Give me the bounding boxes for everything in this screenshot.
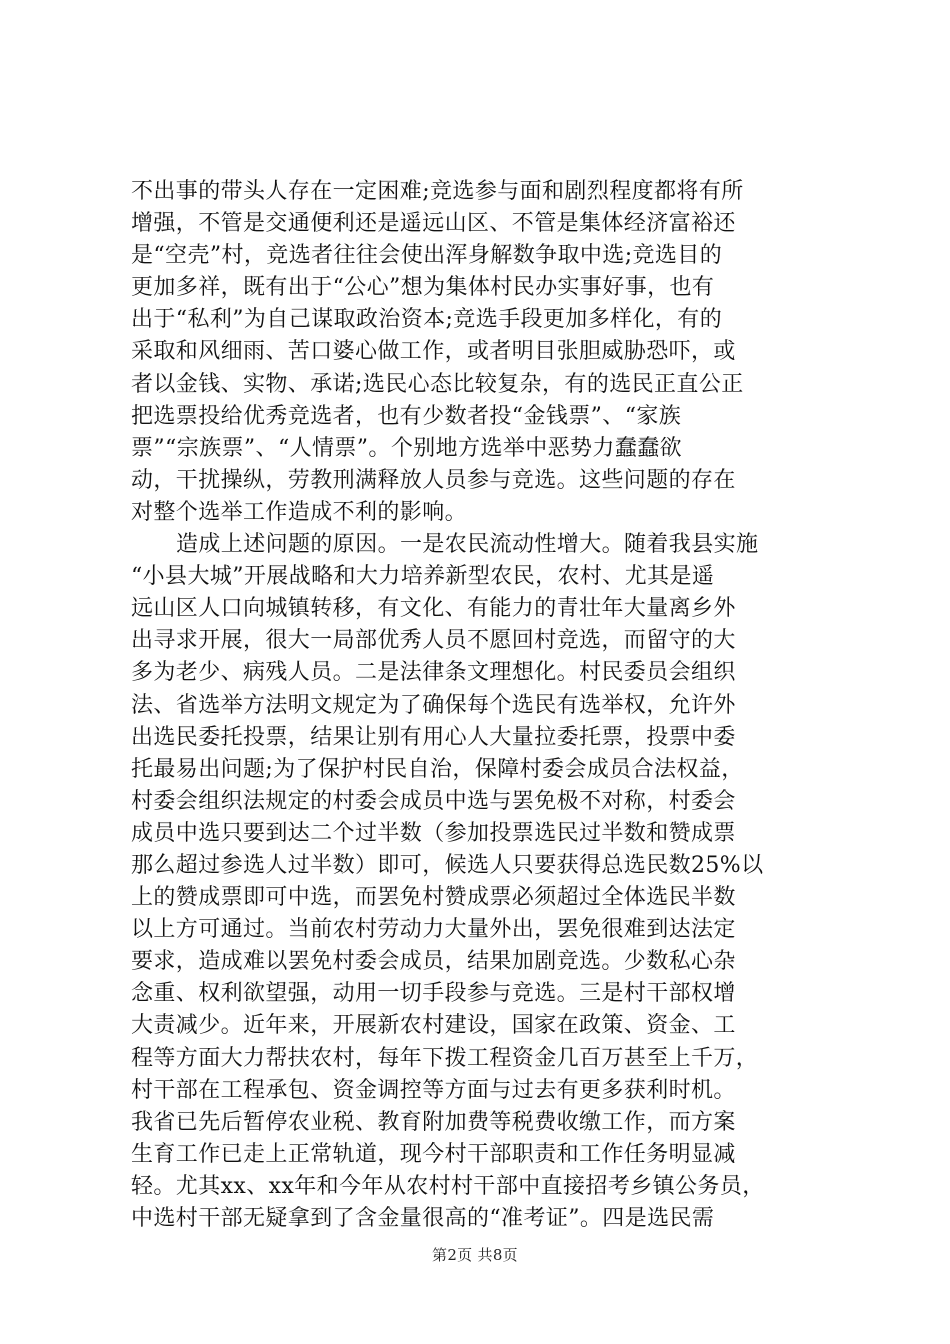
text-line: 程等方面大力帮扶农村，每年下拨工程资金几百万甚至上千万， — [131, 1045, 759, 1071]
text-line: 村干部在工程承包、资金调控等方面与过去有更多获利时机。 — [131, 1077, 736, 1103]
text-line: “小县大城”开展战略和大力培养新型农民，农村、尤其是遥 — [131, 564, 715, 590]
text-line: 是“空壳”村，竞选者往往会使出浑身解数争取中选;竞选目的 — [131, 243, 723, 269]
text-line: 不出事的带头人存在一定困难;竞选参与面和剧烈程度都将有所 — [131, 179, 744, 204]
text-line: 远山区人口向城镇转移，有文化、有能力的青壮年大量离乡外 — [131, 596, 736, 622]
text-line: 出于“私利”为自己谋取政治资本;竞选手段更加多样化，有的 — [131, 307, 723, 333]
text-line: 采取和风细雨、苦口婆心做工作，或者明目张胆威胁恐吓，或 — [131, 339, 736, 365]
text-line: 者以金钱、实物、承诺;选民心态比较复杂，有的选民正直公正 — [131, 371, 744, 397]
text-line: 出寻求开展，很大一局部优秀人员不愿回村竞选，而留守的大 — [131, 628, 736, 654]
text-line: 出选民委托投票，结果让别有用心人大量拉委托票，投票中委 — [131, 724, 736, 750]
paragraph-2 — [131, 529, 831, 1235]
page-number-footer: 第2页 共8页 — [432, 1246, 518, 1264]
text-line: 动，干扰操纵，劳教刑满释放人员参与竞选。这些问题的存在 — [131, 467, 736, 493]
text-line: 把选票投给优秀竞选者，也有少数者投“金钱票”、“家族 — [131, 403, 682, 429]
text-line: 那么超过参选人过半数）即可，候选人只要获得总选民数25%以 — [131, 852, 764, 878]
text-line: 增强，不管是交通便利还是遥远山区、不管是集体经济富裕还 — [131, 211, 736, 237]
text-line: 多为老少、病残人员。二是法律条文理想化。村民委员会组织 — [131, 660, 736, 686]
text-line: 要求，造成难以罢免村委会成员，结果加剧竞选。少数私心杂 — [131, 949, 736, 975]
text-line: 上的赞成票即可中选，而罢免村赞成票必须超过全体选民半数 — [131, 885, 736, 911]
document-body — [131, 176, 831, 1235]
text-line: 生育工作已走上正常轨道，现今村干部职责和工作任务明显减 — [131, 1141, 736, 1167]
text-line: 造成上述问题的原因。一是农民流动性增大。随着我县实施 — [176, 532, 759, 558]
text-line: 法、省选举方法明文规定为了确保每个选民有选举权，允许外 — [131, 692, 736, 718]
text-line: 成员中选只要到达二个过半数（参加投票选民过半数和赞成票 — [131, 820, 736, 846]
text-line: 托最易出问题;为了保护村民自治，保障村委会成员合法权益， — [131, 756, 744, 782]
text-line: 中选村干部无疑拿到了含金量很高的“准考证”。四是选民需 — [131, 1206, 715, 1231]
text-line: 大责减少。近年来，开展新农村建设，国家在政策、资金、工 — [131, 1013, 736, 1039]
paragraph-1 — [131, 176, 831, 529]
text-line: 轻。尤其xx、xx年和今年从农村村干部中直接招考乡镇公务员， — [131, 1173, 765, 1199]
text-line: 票”“宗族票”、“人情票”。个别地方选举中恶势力蠢蠢欲 — [131, 435, 683, 461]
text-line: 村委会组织法规定的村委会成员中选与罢免极不对称，村委会 — [131, 788, 736, 814]
text-line: 念重、权利欲望强，动用一切手段参与竞选。三是村干部权增 — [131, 981, 736, 1007]
text-line: 我省已先后暂停农业税、教育附加费等税费收缴工作，而方案 — [131, 1109, 736, 1135]
text-line: 以上方可通过。当前农村劳动力大量外出，罢免很难到达法定 — [131, 917, 736, 943]
text-line: 对整个选举工作造成不利的影响。 — [131, 499, 468, 525]
text-line: 更加多祥，既有出于“公心”想为集体村民办实事好事，也有 — [131, 275, 715, 301]
